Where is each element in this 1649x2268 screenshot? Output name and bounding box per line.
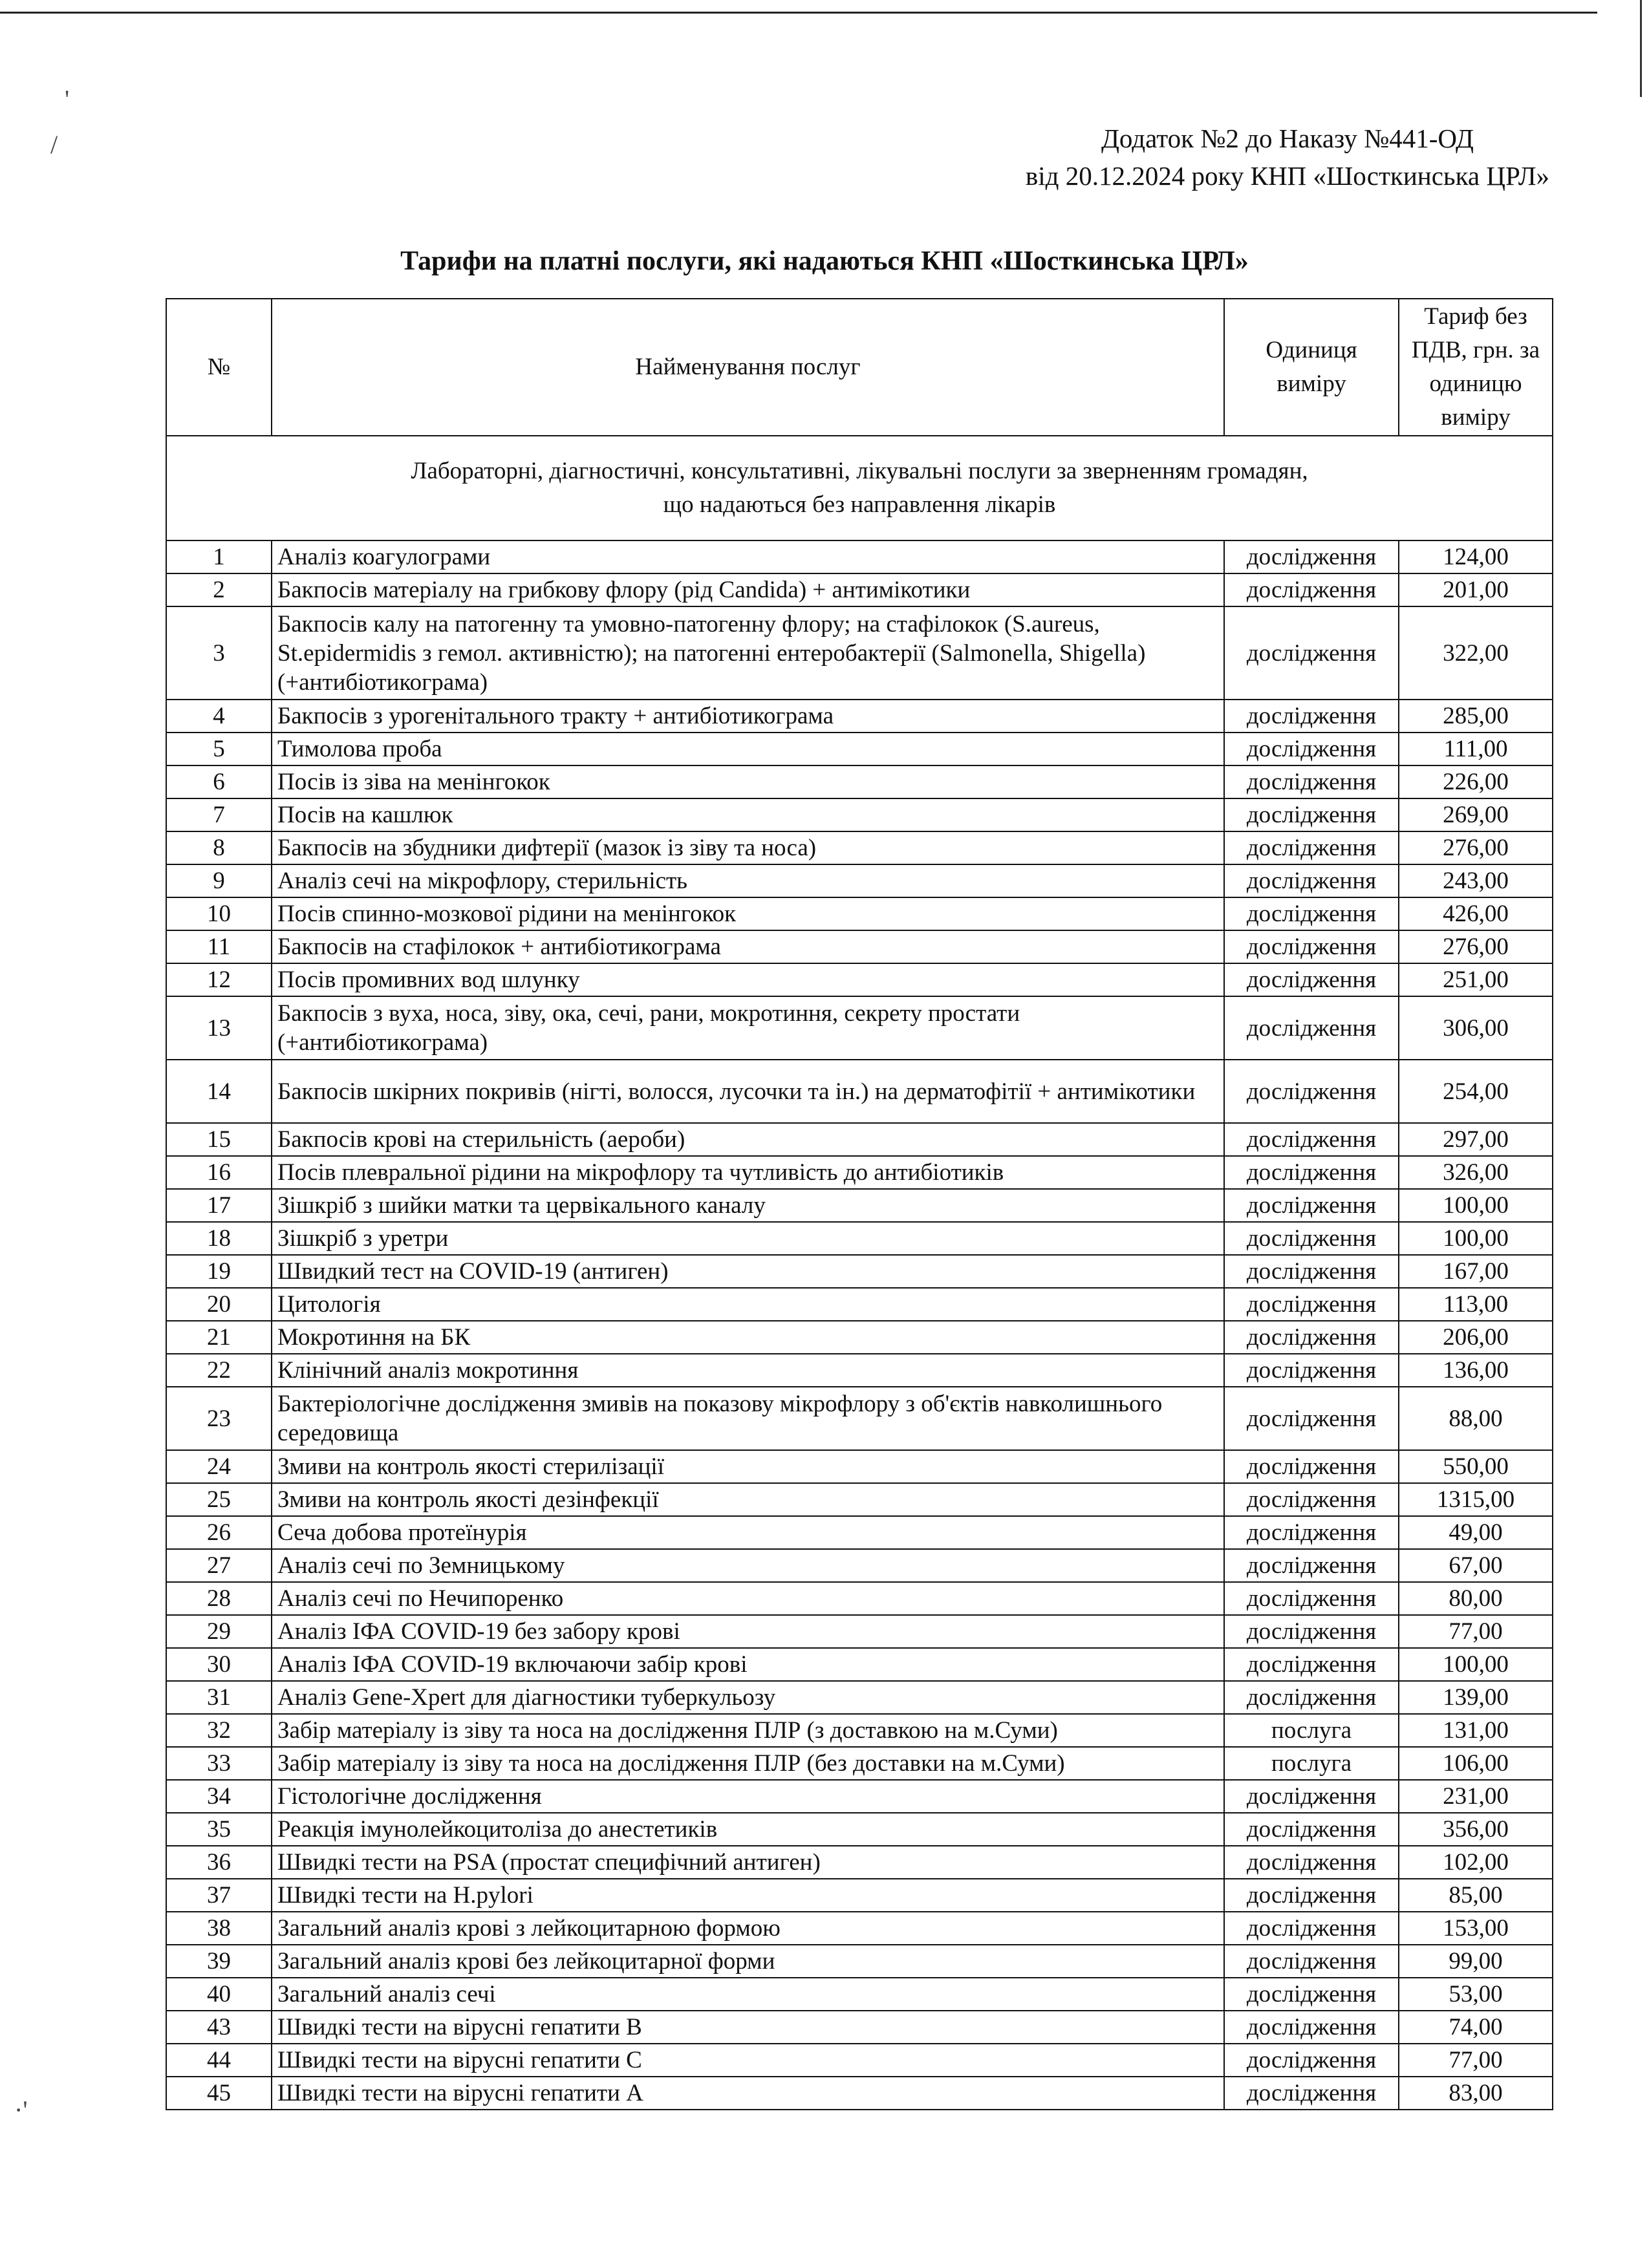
cell-price: 550,00 bbox=[1399, 1450, 1553, 1483]
table-row bbox=[166, 1354, 1553, 1387]
cell-number: 20 bbox=[166, 1288, 272, 1321]
cell-service-name: Швидкі тести на вірусні гепатити В bbox=[272, 2011, 1224, 2044]
cell-number: 34 bbox=[166, 1780, 272, 1813]
section-title-line-2: що надаються без направлення лікарів bbox=[663, 491, 1056, 518]
table-row bbox=[166, 1846, 1553, 1879]
cell-service-name: Швидкі тести на PSA (простат специфічний антиген) bbox=[272, 1846, 1224, 1879]
addendum-line-1: Додаток №2 до Наказу №441-ОД bbox=[1101, 123, 1474, 153]
cell-service-name: Загальний аналіз крові з лейкоцитарною формою bbox=[272, 1912, 1224, 1945]
cell-unit: дослідження bbox=[1224, 1288, 1399, 1321]
scan-speck: ' bbox=[65, 85, 70, 114]
cell-unit: дослідження bbox=[1224, 1516, 1399, 1549]
cell-number: 5 bbox=[166, 733, 272, 765]
table-row bbox=[166, 1255, 1553, 1288]
table-row bbox=[166, 1321, 1553, 1354]
table-row bbox=[166, 2044, 1553, 2077]
cell-unit: дослідження bbox=[1224, 765, 1399, 798]
table-row bbox=[166, 700, 1553, 733]
cell-unit: дослідження bbox=[1224, 1945, 1399, 1978]
cell-service-name: Посів на кашлюк bbox=[272, 798, 1224, 831]
table-row bbox=[166, 1978, 1553, 2011]
cell-price: 88,00 bbox=[1399, 1387, 1553, 1450]
cell-service-name: Аналіз сечі по Земницькому bbox=[272, 1549, 1224, 1582]
cell-price: 153,00 bbox=[1399, 1912, 1553, 1945]
cell-unit: дослідження bbox=[1224, 864, 1399, 897]
cell-unit: дослідження bbox=[1224, 930, 1399, 963]
cell-service-name: Аналіз Gene-Xpert для діагностики туберкульозу bbox=[272, 1681, 1224, 1714]
column-header-service-name: Найменування послуг bbox=[272, 299, 1224, 436]
cell-number: 25 bbox=[166, 1483, 272, 1516]
cell-service-name: Аналіз сечі на мікрофлору, стерильність bbox=[272, 864, 1224, 897]
cell-unit: дослідження bbox=[1224, 606, 1399, 700]
cell-price: 102,00 bbox=[1399, 1846, 1553, 1879]
cell-number: 3 bbox=[166, 606, 272, 700]
cell-service-name: Цитологія bbox=[272, 1288, 1224, 1321]
table-row bbox=[166, 1123, 1553, 1156]
cell-number: 31 bbox=[166, 1681, 272, 1714]
cell-unit: дослідження bbox=[1224, 1321, 1399, 1354]
cell-unit: дослідження bbox=[1224, 1879, 1399, 1912]
cell-service-name: Забір матеріалу із зіву та носа на дослідження ПЛР (з доставкою на м.Суми) bbox=[272, 1714, 1224, 1747]
table-row bbox=[166, 798, 1553, 831]
cell-price: 99,00 bbox=[1399, 1945, 1553, 1978]
table-row bbox=[166, 963, 1553, 996]
cell-price: 85,00 bbox=[1399, 1879, 1553, 1912]
cell-unit: дослідження bbox=[1224, 1060, 1399, 1123]
cell-number: 9 bbox=[166, 864, 272, 897]
cell-service-name: Бактеріологічне дослідження змивів на показову мікрофлору з об'єктів навколишнього середовища bbox=[272, 1387, 1224, 1450]
cell-unit: послуга bbox=[1224, 1747, 1399, 1780]
cell-service-name: Швидкі тести на вірусні гепатити С bbox=[272, 2044, 1224, 2077]
table-header-row bbox=[166, 299, 1553, 436]
cell-number: 44 bbox=[166, 2044, 272, 2077]
addendum-header bbox=[1026, 120, 1549, 195]
cell-number: 43 bbox=[166, 2011, 272, 2044]
cell-price: 167,00 bbox=[1399, 1255, 1553, 1288]
cell-service-name: Тимолова проба bbox=[272, 733, 1224, 765]
cell-number: 22 bbox=[166, 1354, 272, 1387]
table-row bbox=[166, 1549, 1553, 1582]
cell-price: 53,00 bbox=[1399, 1978, 1553, 2011]
cell-number: 4 bbox=[166, 700, 272, 733]
cell-unit: дослідження bbox=[1224, 798, 1399, 831]
addendum-line-2: від 20.12.2024 року КНП «Шосткинська ЦРЛ» bbox=[1025, 161, 1549, 191]
table-row bbox=[166, 1714, 1553, 1747]
cell-unit: дослідження bbox=[1224, 897, 1399, 930]
table-row bbox=[166, 540, 1553, 573]
cell-unit: дослідження bbox=[1224, 1780, 1399, 1813]
cell-number: 23 bbox=[166, 1387, 272, 1450]
cell-unit: дослідження bbox=[1224, 700, 1399, 733]
cell-unit: дослідження bbox=[1224, 1189, 1399, 1222]
table-row bbox=[166, 1483, 1553, 1516]
cell-price: 206,00 bbox=[1399, 1321, 1553, 1354]
cell-price: 113,00 bbox=[1399, 1288, 1553, 1321]
cell-service-name: Бакпосів з урогенітального тракту + антибіотикограма bbox=[272, 700, 1224, 733]
cell-number: 38 bbox=[166, 1912, 272, 1945]
cell-number: 7 bbox=[166, 798, 272, 831]
table-row bbox=[166, 930, 1553, 963]
cell-unit: дослідження bbox=[1224, 1156, 1399, 1189]
cell-price: 1315,00 bbox=[1399, 1483, 1553, 1516]
section-title-line-1: Лабораторні, діагностичні, консультативні, лікувальні послуги за зверненням громадян, bbox=[411, 458, 1308, 484]
document-title: Тарифи на платні послуги, які надаються КНП «Шосткинська ЦРЛ» bbox=[400, 246, 1249, 276]
cell-number: 35 bbox=[166, 1813, 272, 1846]
cell-price: 285,00 bbox=[1399, 700, 1553, 733]
cell-service-name: Аналіз коагулограми bbox=[272, 540, 1224, 573]
cell-number: 13 bbox=[166, 996, 272, 1060]
cell-price: 74,00 bbox=[1399, 2011, 1553, 2044]
tariff-table bbox=[166, 298, 1553, 2110]
cell-unit: дослідження bbox=[1224, 1681, 1399, 1714]
cell-price: 426,00 bbox=[1399, 897, 1553, 930]
cell-unit: дослідження bbox=[1224, 1222, 1399, 1255]
cell-service-name: Посів плевральної рідини на мікрофлору та чутливість до антибіотиків bbox=[272, 1156, 1224, 1189]
section-row bbox=[166, 436, 1553, 540]
cell-price: 111,00 bbox=[1399, 733, 1553, 765]
cell-service-name: Бакпосів шкірних покривів (нігті, волосся, лусочки та ін.) на дерматофітії + антимікотики bbox=[272, 1060, 1224, 1123]
cell-service-name: Забір матеріалу із зіву та носа на дослідження ПЛР (без доставки на м.Суми) bbox=[272, 1747, 1224, 1780]
cell-service-name: Посів промивних вод шлунку bbox=[272, 963, 1224, 996]
scan-right-border bbox=[1640, 0, 1642, 97]
cell-unit: дослідження bbox=[1224, 831, 1399, 864]
table-row bbox=[166, 1060, 1553, 1123]
cell-service-name: Бакпосів з вуха, носа, зіву, ока, сечі, рани, мокротиння, секрету простати (+антибіотикограма) bbox=[272, 996, 1224, 1060]
cell-number: 29 bbox=[166, 1615, 272, 1648]
cell-price: 269,00 bbox=[1399, 798, 1553, 831]
table-row bbox=[166, 1615, 1553, 1648]
cell-price: 356,00 bbox=[1399, 1813, 1553, 1846]
cell-price: 231,00 bbox=[1399, 1780, 1553, 1813]
cell-service-name: Змиви на контроль якості дезінфекції bbox=[272, 1483, 1224, 1516]
cell-price: 243,00 bbox=[1399, 864, 1553, 897]
cell-number: 15 bbox=[166, 1123, 272, 1156]
column-header-price: Тариф без ПДВ, грн. за одиницю виміру bbox=[1399, 299, 1553, 436]
cell-service-name: Бакпосів на стафілокок + антибіотикограма bbox=[272, 930, 1224, 963]
cell-price: 276,00 bbox=[1399, 831, 1553, 864]
cell-number: 21 bbox=[166, 1321, 272, 1354]
table-row bbox=[166, 1780, 1553, 1813]
scan-speck: / bbox=[50, 130, 58, 159]
column-header-unit: Одиниця виміру bbox=[1224, 299, 1399, 436]
table-row bbox=[166, 1288, 1553, 1321]
table-row bbox=[166, 733, 1553, 765]
cell-unit: дослідження bbox=[1224, 540, 1399, 573]
table-row bbox=[166, 831, 1553, 864]
cell-service-name: Клінічний аналіз мокротиння bbox=[272, 1354, 1224, 1387]
table-row bbox=[166, 1879, 1553, 1912]
cell-number: 36 bbox=[166, 1846, 272, 1879]
cell-number: 37 bbox=[166, 1879, 272, 1912]
cell-price: 276,00 bbox=[1399, 930, 1553, 963]
cell-unit: дослідження bbox=[1224, 1387, 1399, 1450]
cell-unit: дослідження bbox=[1224, 1354, 1399, 1387]
cell-service-name: Зішкріб з уретри bbox=[272, 1222, 1224, 1255]
cell-number: 17 bbox=[166, 1189, 272, 1222]
cell-unit: послуга bbox=[1224, 1714, 1399, 1747]
cell-service-name: Бакпосів крові на стерильність (аероби) bbox=[272, 1123, 1224, 1156]
cell-number: 12 bbox=[166, 963, 272, 996]
cell-price: 100,00 bbox=[1399, 1648, 1553, 1681]
cell-unit: дослідження bbox=[1224, 1549, 1399, 1582]
table-row bbox=[166, 1747, 1553, 1780]
cell-number: 19 bbox=[166, 1255, 272, 1288]
cell-unit: дослідження bbox=[1224, 573, 1399, 606]
table-row bbox=[166, 1582, 1553, 1615]
cell-service-name: Аналіз сечі по Нечипоренко bbox=[272, 1582, 1224, 1615]
cell-service-name: Загальний аналіз сечі bbox=[272, 1978, 1224, 2011]
table-row bbox=[166, 2077, 1553, 2110]
cell-price: 77,00 bbox=[1399, 2044, 1553, 2077]
cell-price: 139,00 bbox=[1399, 1681, 1553, 1714]
table-row bbox=[166, 1387, 1553, 1450]
cell-price: 106,00 bbox=[1399, 1747, 1553, 1780]
cell-price: 49,00 bbox=[1399, 1516, 1553, 1549]
table-row bbox=[166, 1450, 1553, 1483]
cell-service-name: Аналіз ІФА COVID-19 без забору крові bbox=[272, 1615, 1224, 1648]
cell-unit: дослідження bbox=[1224, 963, 1399, 996]
section-title bbox=[166, 436, 1553, 540]
table-row bbox=[166, 1156, 1553, 1189]
cell-unit: дослідження bbox=[1224, 2011, 1399, 2044]
table-row bbox=[166, 1222, 1553, 1255]
scan-top-border bbox=[0, 12, 1597, 14]
cell-price: 297,00 bbox=[1399, 1123, 1553, 1156]
cell-price: 322,00 bbox=[1399, 606, 1553, 700]
cell-unit: дослідження bbox=[1224, 2077, 1399, 2110]
cell-price: 254,00 bbox=[1399, 1060, 1553, 1123]
cell-number: 26 bbox=[166, 1516, 272, 1549]
cell-unit: дослідження bbox=[1224, 733, 1399, 765]
cell-service-name: Швидкі тести на вірусні гепатити А bbox=[272, 2077, 1224, 2110]
cell-unit: дослідження bbox=[1224, 996, 1399, 1060]
cell-unit: дослідження bbox=[1224, 1582, 1399, 1615]
cell-service-name: Посів із зіва на менінгокок bbox=[272, 765, 1224, 798]
cell-service-name: Гістологічне дослідження bbox=[272, 1780, 1224, 1813]
cell-number: 32 bbox=[166, 1714, 272, 1747]
cell-unit: дослідження bbox=[1224, 2044, 1399, 2077]
cell-price: 83,00 bbox=[1399, 2077, 1553, 2110]
table-row bbox=[166, 765, 1553, 798]
table-row bbox=[166, 1516, 1553, 1549]
cell-price: 100,00 bbox=[1399, 1222, 1553, 1255]
cell-unit: дослідження bbox=[1224, 1912, 1399, 1945]
cell-number: 1 bbox=[166, 540, 272, 573]
table-row bbox=[166, 2011, 1553, 2044]
cell-service-name: Мокротиння на БК bbox=[272, 1321, 1224, 1354]
cell-price: 131,00 bbox=[1399, 1714, 1553, 1747]
cell-service-name: Бакпосів матеріалу на грибкову флору (рід Candida) + антимікотики bbox=[272, 573, 1224, 606]
cell-price: 80,00 bbox=[1399, 1582, 1553, 1615]
cell-number: 11 bbox=[166, 930, 272, 963]
table-row bbox=[166, 1189, 1553, 1222]
table-row bbox=[166, 996, 1553, 1060]
cell-service-name: Змиви на контроль якості стерилізації bbox=[272, 1450, 1224, 1483]
cell-unit: дослідження bbox=[1224, 1978, 1399, 2011]
table-row bbox=[166, 864, 1553, 897]
cell-price: 326,00 bbox=[1399, 1156, 1553, 1189]
table-row bbox=[166, 1648, 1553, 1681]
cell-unit: дослідження bbox=[1224, 1123, 1399, 1156]
cell-service-name: Посів спинно-мозкової рідини на менінгокок bbox=[272, 897, 1224, 930]
cell-number: 6 bbox=[166, 765, 272, 798]
scan-speck: ·' bbox=[14, 2095, 28, 2124]
table-row bbox=[166, 606, 1553, 700]
cell-service-name: Бакпосів калу на патогенну та умовно-патогенну флору; на стафілокок (S.aureus, St.epidermidis з гемол. активністю); на патогенні ентеробактерії (Salmonella, Shigella) (+антибіотикограма) bbox=[272, 606, 1224, 700]
cell-number: 33 bbox=[166, 1747, 272, 1780]
cell-price: 251,00 bbox=[1399, 963, 1553, 996]
cell-price: 124,00 bbox=[1399, 540, 1553, 573]
cell-unit: дослідження bbox=[1224, 1483, 1399, 1516]
cell-number: 8 bbox=[166, 831, 272, 864]
table-row bbox=[166, 573, 1553, 606]
cell-service-name: Аналіз ІФА COVID-19 включаючи забір крові bbox=[272, 1648, 1224, 1681]
cell-unit: дослідження bbox=[1224, 1450, 1399, 1483]
cell-price: 136,00 bbox=[1399, 1354, 1553, 1387]
cell-service-name: Зішкріб з шийки матки та цервікального каналу bbox=[272, 1189, 1224, 1222]
cell-unit: дослідження bbox=[1224, 1813, 1399, 1846]
table-row bbox=[166, 1813, 1553, 1846]
cell-number: 40 bbox=[166, 1978, 272, 2011]
cell-price: 201,00 bbox=[1399, 573, 1553, 606]
cell-service-name: Швидкі тести на H.pylori bbox=[272, 1879, 1224, 1912]
cell-unit: дослідження bbox=[1224, 1846, 1399, 1879]
column-header-number: № bbox=[166, 299, 272, 436]
cell-unit: дослідження bbox=[1224, 1648, 1399, 1681]
cell-price: 67,00 bbox=[1399, 1549, 1553, 1582]
cell-number: 16 bbox=[166, 1156, 272, 1189]
cell-price: 306,00 bbox=[1399, 996, 1553, 1060]
cell-price: 77,00 bbox=[1399, 1615, 1553, 1648]
cell-number: 10 bbox=[166, 897, 272, 930]
cell-number: 24 bbox=[166, 1450, 272, 1483]
cell-number: 14 bbox=[166, 1060, 272, 1123]
cell-service-name: Сеча добова протеїнурія bbox=[272, 1516, 1224, 1549]
cell-number: 28 bbox=[166, 1582, 272, 1615]
cell-price: 100,00 bbox=[1399, 1189, 1553, 1222]
table-row bbox=[166, 1912, 1553, 1945]
cell-service-name: Бакпосів на збудники дифтерії (мазок із зіву та носа) bbox=[272, 831, 1224, 864]
cell-number: 18 bbox=[166, 1222, 272, 1255]
table-row bbox=[166, 1945, 1553, 1978]
table-row bbox=[166, 1681, 1553, 1714]
cell-unit: дослідження bbox=[1224, 1615, 1399, 1648]
cell-service-name: Реакція імунолейкоцитоліза до анестетиків bbox=[272, 1813, 1224, 1846]
cell-number: 45 bbox=[166, 2077, 272, 2110]
cell-number: 39 bbox=[166, 1945, 272, 1978]
table-row bbox=[166, 897, 1553, 930]
cell-service-name: Загальний аналіз крові без лейкоцитарної форми bbox=[272, 1945, 1224, 1978]
cell-unit: дослідження bbox=[1224, 1255, 1399, 1288]
cell-number: 2 bbox=[166, 573, 272, 606]
cell-number: 30 bbox=[166, 1648, 272, 1681]
cell-service-name: Швидкий тест на COVID-19 (антиген) bbox=[272, 1255, 1224, 1288]
cell-price: 226,00 bbox=[1399, 765, 1553, 798]
cell-number: 27 bbox=[166, 1549, 272, 1582]
